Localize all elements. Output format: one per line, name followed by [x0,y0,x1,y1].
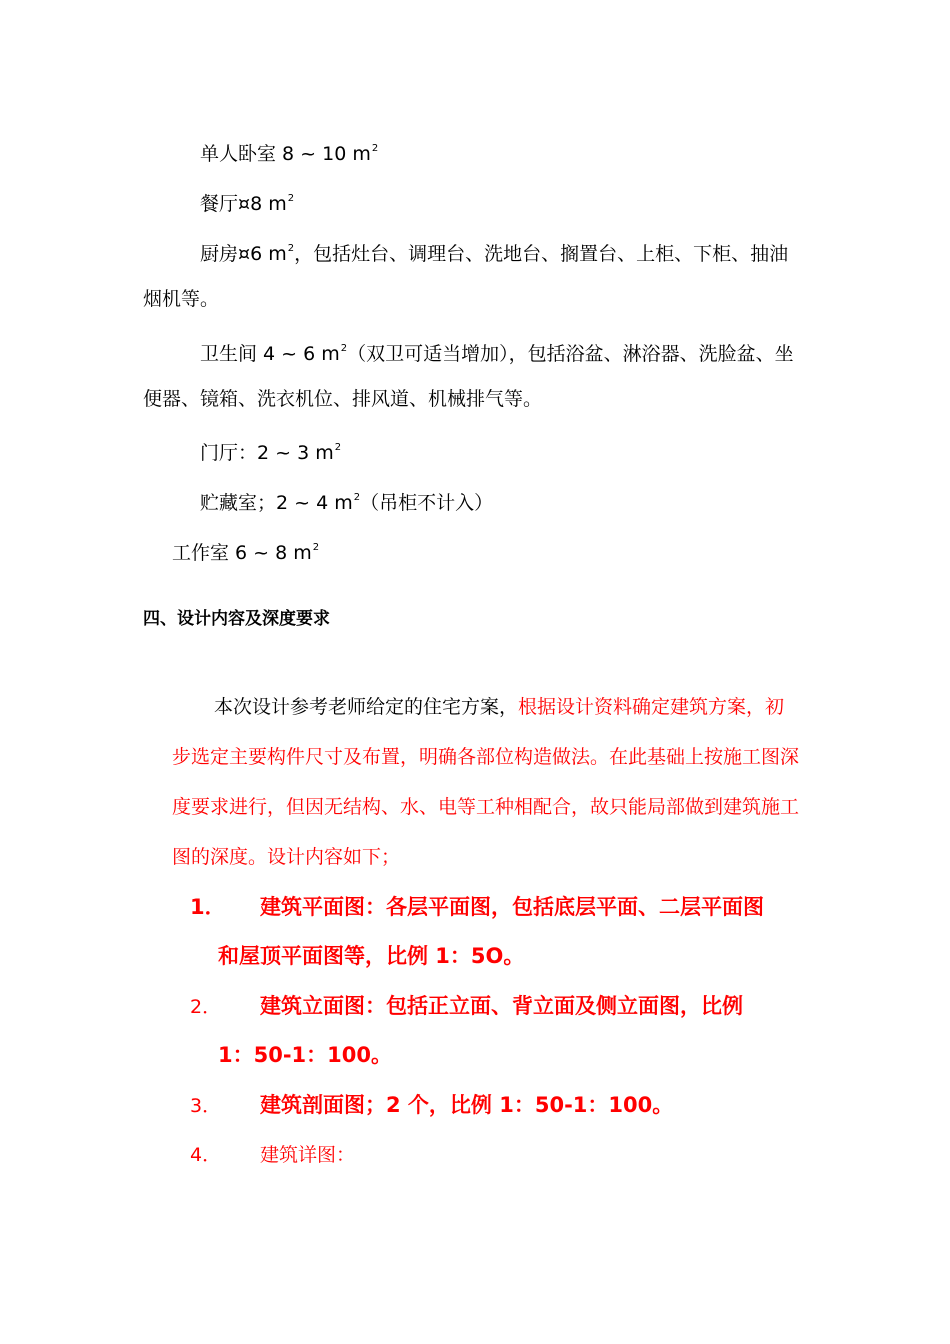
section-heading: 四、设计内容及深度要求 [143,609,330,629]
area-sup: 2 [353,492,361,503]
area-label: 餐厅¤8 m [200,193,287,215]
list-text: 建筑平面图：各层平面图，包括底层平面、二层平面图 [260,895,764,919]
list-item-2-cont: 1：50-1：100。 [218,1043,392,1067]
area-label: 卫生间 4 ~ 6 m [200,343,340,365]
area-sup: 2 [287,193,295,204]
area-kitchen-cont [143,287,219,311]
list-item-2 [190,994,743,1019]
area-tail: （吊柜不计入） [360,492,494,514]
intro-black-text: 本次设计参考老师给定的住宅方案， [214,696,519,718]
area-label: 门厅：2 ~ 3 m [200,442,334,464]
list-item-3 [190,1093,673,1118]
area-storage [200,486,493,515]
intro-line-3: 度要求进行，但因无结构、水、电等工种相配合，故只能局部做到建筑施工 [172,796,800,818]
area-bedroom [200,137,378,166]
area-kitchen [200,237,788,266]
area-sup: 2 [334,442,342,453]
list-item-4 [190,1143,355,1167]
list-number: 1． [190,895,226,919]
area-bathroom [200,337,794,366]
list-text: 建筑详图： [260,1144,356,1166]
intro-line-1 [214,695,784,719]
area-label: 烟机等。 [143,288,220,310]
area-label: 单人卧室 8 ~ 10 m [200,143,371,165]
list-number: 4． [190,1144,222,1166]
area-tail: （双卫可适当增加），包括浴盆、淋浴器、洗脸盆、坐 [347,343,794,365]
area-tail: ，包括灶台、调理台、洗地台、搁置台、上柜、下柜、抽油 [294,243,789,265]
area-sup: 2 [312,542,320,553]
list-item-1 [190,895,764,919]
area-sup: 2 [340,343,348,354]
area-label: 工作室 6 ~ 8 m [172,542,312,564]
intro-line-4: 图的深度。设计内容如下； [172,846,401,868]
list-text: 建筑剖面图；2 个，比例 1：50-1：100。 [260,1093,674,1117]
list-number: 3． [190,1095,222,1117]
area-studio [172,536,319,565]
area-foyer [200,436,341,465]
area-bathroom-cont [143,387,542,411]
area-dining [200,187,294,216]
area-label: 贮藏室；2 ~ 4 m [200,492,353,514]
area-sup: 2 [287,243,295,254]
area-label: 厨房¤6 m [200,243,287,265]
area-label: 便器、镜箱、洗衣机位、排风道、机械排气等。 [143,388,543,410]
list-item-1-cont: 和屋顶平面图等，比例 1：5O。 [218,944,525,968]
list-number: 2． [190,996,222,1018]
intro-line-2: 步选定主要构件尺寸及布置，明确各部位构造做法。在此基础上按施工图深 [172,746,800,768]
area-sup: 2 [371,143,379,154]
list-text: 建筑立面图：包括正立面、背立面及侧立面图，比例 [260,994,743,1018]
intro-red-text: 根据设计资料确定建筑方案，初 [518,696,785,718]
